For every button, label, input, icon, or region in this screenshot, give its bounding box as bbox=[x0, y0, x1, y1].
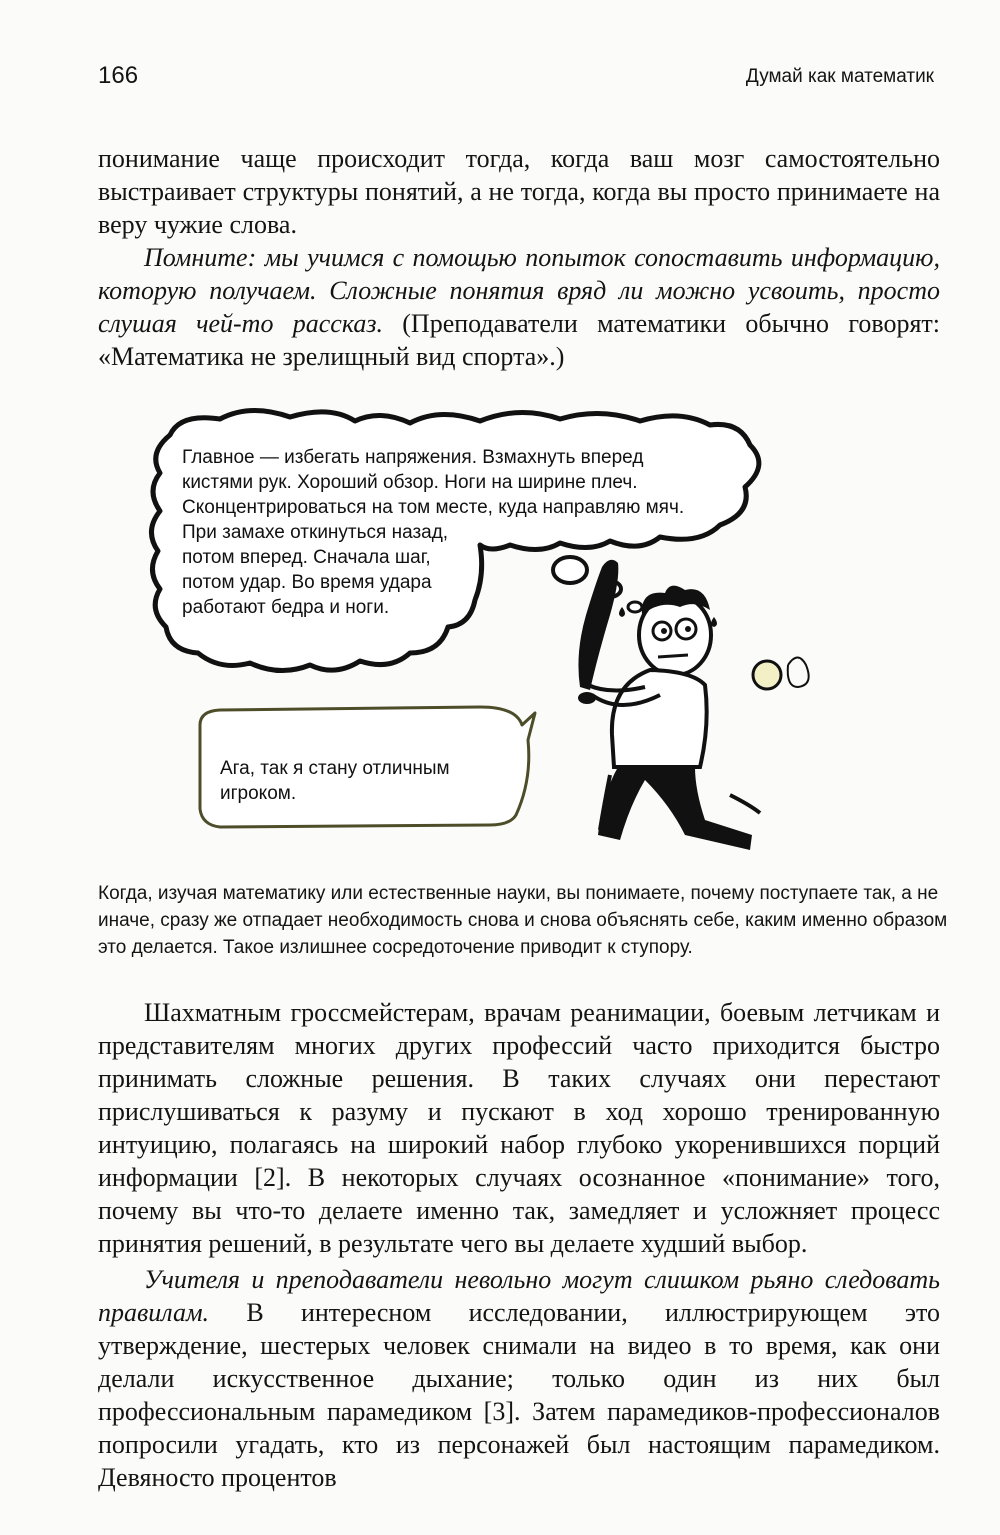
torso bbox=[612, 670, 707, 767]
figure-caption: Когда, изучая математику или естественные науки, вы понимаете, почему поступаете так, а не иначе, сразу же отпадает необходимость снова и снова объяснять себе, каким именно образом это делается. Такое излишнее сосредоточение приводит к ступору. bbox=[98, 883, 948, 958]
paragraph-2-regular: (Преподаватели математики обычно говорят: «Математика не зрелищный вид спорта».) bbox=[98, 309, 940, 371]
legs bbox=[598, 767, 752, 850]
page-number: 166 bbox=[98, 62, 139, 89]
pupil-left bbox=[661, 628, 667, 634]
thought-text: Главное — избегать напряжения. Взмахнуть вперед кистями рук. Хороший обзор. Ноги на ширине плеч. Сконцентрироваться на том месте, куда направляю мяч. При замахе откинуться назад, потом вперед. Сначала шаг, потом удар. Во время удара работают бедра и ноги. bbox=[182, 447, 685, 618]
paragraph-4-regular: В интересном исследовании, иллюстрирующем это утверждение, шестерых человек снимали на видео в то время, как они делали искусственное дыхание; только один из них был профессиональным парамедиком [3]. Затем парамедиков-профессионалов попросили угадать, кто из персонажей был настоящим парамедиком. Девяносто процентов bbox=[98, 1298, 940, 1492]
paragraph-4-italic: Учителя и преподаватели невольно могут слишком рьяно следовать правилам. bbox=[98, 1265, 940, 1327]
mouth bbox=[658, 655, 688, 657]
ball bbox=[753, 661, 781, 689]
paragraph-2-italic: Помните: мы учимся с помощью попыток сопоставить информацию, которую получаем. Сложные понятия вряд ли можно усвоить, просто слушая чей-то рассказ. bbox=[98, 243, 940, 338]
page-header bbox=[98, 62, 934, 102]
pupil-right bbox=[685, 626, 691, 632]
cartoon-illustration bbox=[140, 395, 840, 855]
paragraph-3: Шахматным гроссмейстерам, врачам реанимации, боевым летчикам и представителям многих других профессий часто приходится быстро принимать сложные решения. В таких случаях они перестают прислушиваться к разуму и пускают в ход хорошо тренированную интуицию, полагаясь на широкий набор глубоко укоренившихся порций информации [2]. В некоторых случаях осознанное «понимание» того, почему вы что-то делаете именно так, замедляет и усложняет процесс принятия решений, в результате чего вы делаете худший выбор. bbox=[98, 998, 940, 1258]
ball-trail bbox=[788, 658, 809, 688]
paragraph-1: понимание чаще происходит тогда, когда ваш мозг самостоятельно выстраивает структуры понятий, а не тогда, когда вы просто принимаете на веру чужие слова. bbox=[98, 144, 940, 239]
speech-text: Ага, так я стану отличным игроком. bbox=[220, 758, 450, 804]
running-head: Думай как математик bbox=[745, 66, 934, 87]
paragraph-4 bbox=[98, 1263, 940, 1494]
paragraph-2 bbox=[98, 241, 940, 373]
